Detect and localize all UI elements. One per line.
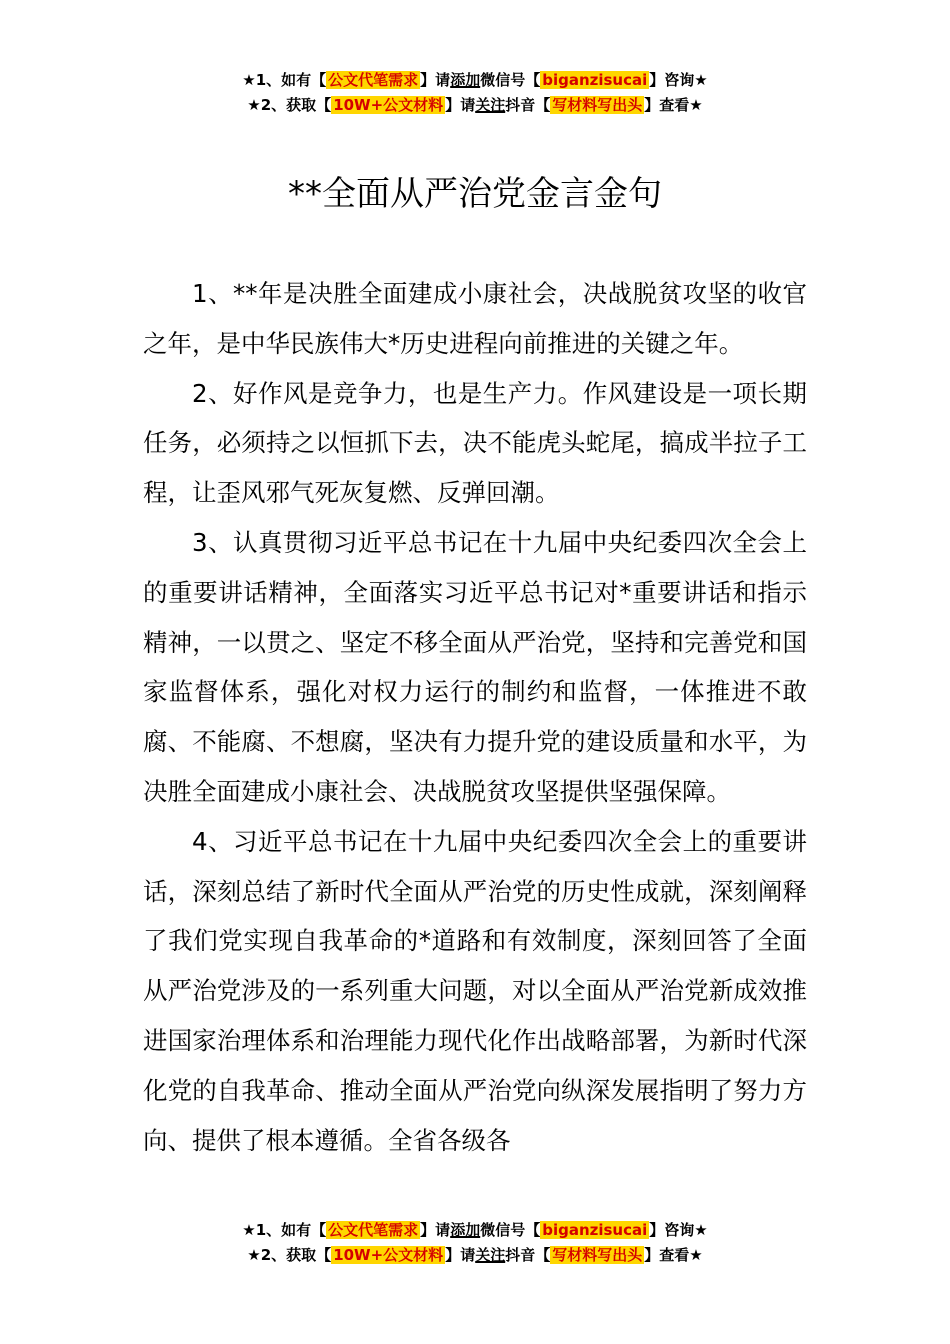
banner-text: 】请 (445, 96, 476, 114)
underlined-text: 关注 (475, 1246, 506, 1264)
banner-text: 】请 (445, 1246, 476, 1264)
underlined-text: 添加 (450, 1221, 481, 1239)
highlight-materials: 10W+公文材料 (333, 96, 444, 114)
paragraph-2: 2、好作风是竞争力，也是生产力。作风建设是一项长期任务，必须持之以恒抓下去，决不能虎头蛇尾，搞成半拉子工程，让歪风邪气死灰复燃、反弹回潮。 (143, 378, 807, 508)
banner-text: 】查看★ (644, 96, 703, 114)
footer-banner (0, 1218, 950, 1268)
paragraph-1: 1、**年是决胜全面建成小康社会，决战脱贫攻坚的收官之年，是中华民族伟大*历史进程向前推进的关键之年。 (143, 279, 807, 358)
highlight-service: 公文代笔需求 (328, 71, 419, 89)
document-body (143, 269, 807, 1209)
highlight-service: 公文代笔需求 (328, 1221, 419, 1239)
highlight-douyin-account: 写材料写出头 (552, 96, 643, 114)
document-title: **全面从严治党金言金句 (288, 174, 662, 214)
banner-text: 微信号【 (480, 71, 541, 89)
banner-text: ★2、获取【 (247, 1246, 332, 1264)
banner-text: 】咨询★ (649, 71, 708, 89)
banner-line-2 (0, 1243, 950, 1268)
banner-text: 微信号【 (480, 1221, 541, 1239)
banner-text: 】请 (420, 71, 451, 89)
banner-text: ★1、如有【 (242, 1221, 327, 1239)
banner-text: 抖音【 (505, 1246, 551, 1264)
banner-text: 】请 (420, 1221, 451, 1239)
banner-text: 】咨询★ (649, 1221, 708, 1239)
banner-line-1 (0, 68, 950, 93)
paragraph-4: 4、习近平总书记在十九届中央纪委四次全会上的重要讲话，深刻总结了新时代全面从严治党的历史性成就，深刻阐释了我们党实现自我革命的*道路和有效制度，深刻回答了全面从严治党涉及的一系列重大问题，对以全面从严治党新成效推进国家治理体系和治理能力现代化作出战略部署，为新时代深化党的自我革命、推动全面从严治党向纵深发展指明了努力方向、提供了根本遵循。全省各级各 (143, 826, 807, 1155)
banner-text: 】查看★ (644, 1246, 703, 1264)
header-banner (0, 68, 950, 118)
banner-line-1 (0, 1218, 950, 1243)
banner-text: 抖音【 (505, 96, 551, 114)
highlight-materials: 10W+公文材料 (333, 1246, 444, 1264)
banner-line-2 (0, 93, 950, 118)
underlined-text: 添加 (450, 71, 481, 89)
highlight-wechat-id: biganzisucai (542, 71, 648, 89)
highlight-douyin-account: 写材料写出头 (552, 1246, 643, 1264)
highlight-wechat-id: biganzisucai (542, 1221, 648, 1239)
underlined-text: 关注 (475, 96, 506, 114)
banner-text: ★1、如有【 (242, 71, 327, 89)
banner-text: ★2、获取【 (247, 96, 332, 114)
paragraph-3: 3、认真贯彻习近平总书记在十九届中央纪委四次全会上的重要讲话精神，全面落实习近平总书记对*重要讲话和指示精神，一以贯之、坚定不移全面从严治党，坚持和完善党和国家监督体系，强化对权力运行的制约和监督，一体推进不敢腐、不能腐、不想腐，坚决有力提升党的建设质量和水平，为决胜全面建成小康社会、决战脱贫攻坚提供坚强保障。 (143, 527, 807, 806)
